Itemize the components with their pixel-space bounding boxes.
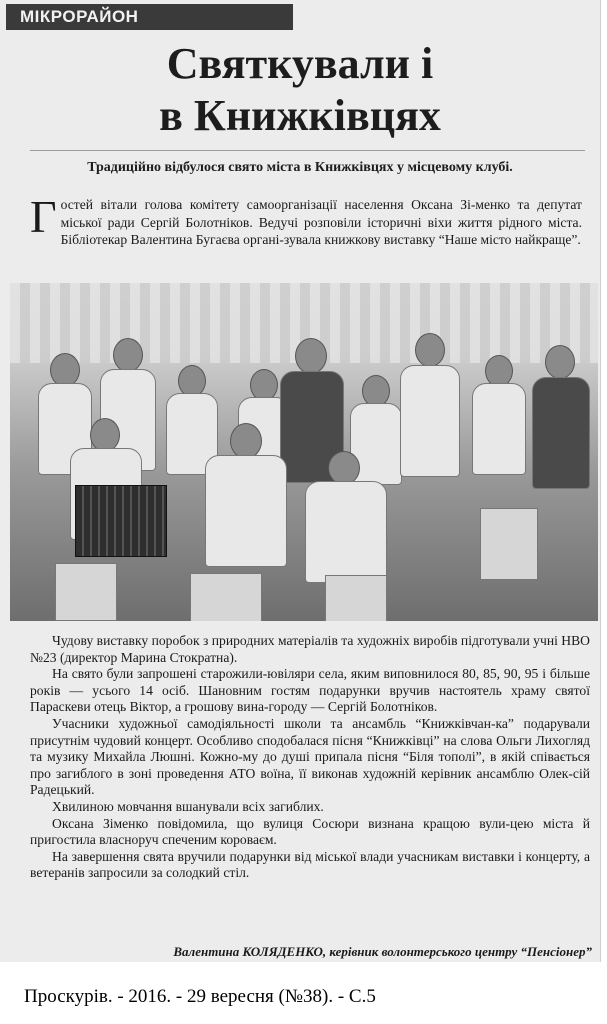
author-byline: Валентина КОЛЯДЕНКО, керівник волонтерського центру “Пенсіонер” (173, 944, 592, 959)
lead-paragraph (30, 191, 582, 249)
body-paragraph: Учасники художньої самодіяльності школи та ансамбль “Книжківчан-ка” подарували присутнім чудовий концерт. Особливо сподобалася пісня “Книжківці” на слова Ольги Лихогляд та музику Михайла Люшні. Кожно-му до душі припала пісня “Біля тополі”, в якій співається про загиблого в зоні проведення АТО воїна, її виконав художній керівник ансамблю Олек-сій Радецький. (30, 715, 590, 798)
source-citation: Проскурів. - 2016. - 29 вересня (№38). - С.5 (24, 986, 376, 1007)
headline-line-1: Святкували і (166, 39, 434, 88)
article-subtitle: Традиційно відбулося свято міста в Книжківцях у місцевому клубі. (87, 160, 513, 175)
headline-line-2: в Книжківцях (159, 91, 441, 140)
article-headline (0, 38, 600, 142)
accordion-instrument (75, 485, 167, 557)
body-paragraph: На свято були запрошені старожили-ювіляри села, яким виповнилося 80, 85, 90, 95 і більше років — усього 14 осіб. Шановним гостям подарунки вручив настоятель храму святої Параскеви отець Віктор, а грошову вина-городу — Сергій Болотніков. (30, 666, 590, 715)
body-paragraph: Чудову виставку поробок з природних матеріалів та художніх виробів підготували учні НВО №23 (директор Марина Стократна). (30, 633, 590, 665)
divider-rule (30, 150, 585, 151)
gift-bag (325, 575, 387, 621)
section-header-bar (6, 4, 293, 30)
gift-bag (190, 573, 262, 621)
body-paragraph: На завершення свята вручили подарунки від міської влади учасникам виставки і концерту, а ветеранів запросили за солодкий стіл. (30, 848, 590, 881)
group-photo (10, 283, 598, 621)
gift-bag (55, 563, 117, 621)
gift-bag (480, 508, 538, 580)
article-body (30, 633, 590, 882)
lead-text: остей вітали голова комітету самоорганізації населення Оксана Зі-менко та депутат міської ради Сергій Болотніков. Ведучі розповіли історичні віхи життя рідного міста. Бібліотекар Валентина Бугаєва органі-зувала книжкову виставку “Наше місто найкраще”. (60, 197, 582, 248)
section-label: МІКРОРАЙОН (20, 7, 139, 26)
body-paragraph: Хвилиною мовчання вшанували всіх загиблих. (52, 798, 324, 814)
drop-cap: Г (30, 191, 57, 242)
body-paragraph: Оксана Зіменко повідомила, що вулиця Сосюри визнана кращою вули-цею міста й пригостила власноруч спеченим короваєм. (30, 815, 590, 848)
